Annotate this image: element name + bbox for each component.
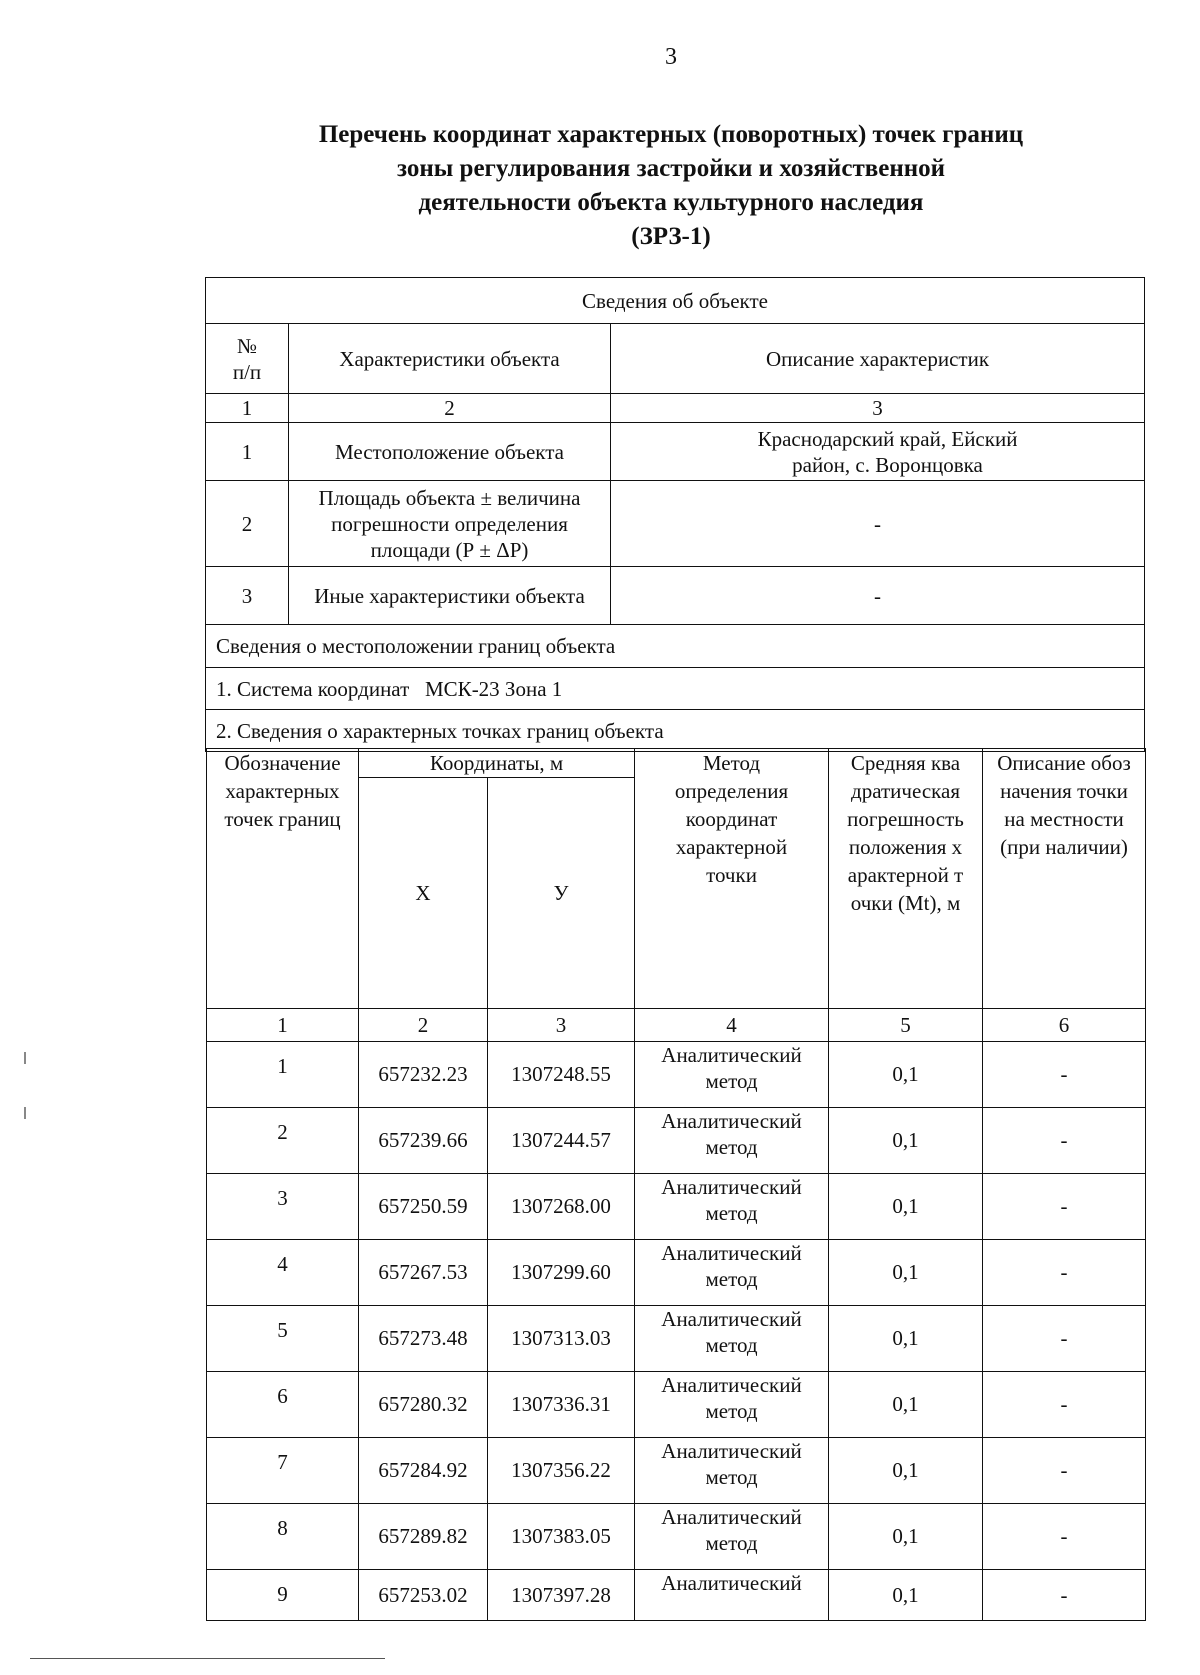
- point-id-cell: 1: [207, 1041, 359, 1107]
- row-num: 2: [206, 481, 289, 567]
- table-row: [207, 1371, 1146, 1437]
- point-id-cell: 9: [207, 1569, 359, 1620]
- document-title: [200, 118, 1142, 254]
- col-num-header: № п/п: [206, 324, 289, 394]
- point-id-cell: 5: [207, 1305, 359, 1371]
- table-row: [207, 1305, 1146, 1371]
- x-cell: 657280.32: [359, 1371, 488, 1437]
- point-id-cell: 8: [207, 1503, 359, 1569]
- method-cell: Аналитический метод: [635, 1371, 829, 1437]
- method-cell: Аналитический метод: [635, 1239, 829, 1305]
- desc-cell: -: [983, 1239, 1146, 1305]
- table-row: [207, 1041, 1146, 1107]
- num-cell: 2: [359, 1008, 488, 1041]
- num-cell: 3: [488, 1008, 635, 1041]
- mt-cell: 0,1: [829, 1569, 983, 1620]
- title-line: (ЗРЗ-1): [631, 223, 711, 250]
- desc-cell: -: [983, 1437, 1146, 1503]
- y-cell: 1307356.22: [488, 1437, 635, 1503]
- row-desc: -: [611, 481, 1145, 567]
- row-desc: Краснодарский край, Ейский район, с. Воронцовка: [611, 423, 1145, 481]
- points-table: [206, 748, 1146, 1621]
- mt-cell: 0,1: [829, 1305, 983, 1371]
- title-line: деятельности объекта культурного наследия: [418, 189, 924, 216]
- title-line: Перечень координат характерных (поворотных) точек границ: [318, 121, 1024, 148]
- mt-cell: 0,1: [829, 1437, 983, 1503]
- method-cell: Аналитический метод: [635, 1173, 829, 1239]
- desc-cell: -: [983, 1173, 1146, 1239]
- x-cell: 657250.59: [359, 1173, 488, 1239]
- margin-mark: [24, 1052, 26, 1064]
- page-number: 3: [665, 44, 677, 70]
- y-cell: 1307313.03: [488, 1305, 635, 1371]
- mt-cell: 0,1: [829, 1173, 983, 1239]
- x-cell: 657273.48: [359, 1305, 488, 1371]
- table-row: [207, 1503, 1146, 1569]
- method-cell: Аналитический метод: [635, 1041, 829, 1107]
- row-char: Иные характеристики объекта: [289, 567, 611, 625]
- row-char: Местоположение объекта: [289, 423, 611, 481]
- col-desc-header: Описание обозначения точки на местности (при наличии): [983, 749, 1146, 1009]
- margin-mark: [24, 1107, 26, 1119]
- col-mt-header: Средняя квадратическая погрешность положения характерной точки (Mt), м: [829, 749, 983, 1009]
- y-cell: 1307248.55: [488, 1041, 635, 1107]
- table-row: [207, 1107, 1146, 1173]
- num-cell: 2: [289, 394, 611, 423]
- x-cell: 657232.23: [359, 1041, 488, 1107]
- object-info-header: Сведения об объекте: [206, 278, 1145, 324]
- col-point-id-header: Обозначение характерных точек границ: [207, 749, 359, 1009]
- col-y-header: У: [488, 778, 635, 1008]
- num-cell: 6: [983, 1008, 1146, 1041]
- num-cell: 3: [611, 394, 1145, 423]
- method-cell: Аналитический метод: [635, 1437, 829, 1503]
- y-cell: 1307336.31: [488, 1371, 635, 1437]
- num-cell: 1: [206, 394, 289, 423]
- mt-cell: 0,1: [829, 1107, 983, 1173]
- coord-system: 1. Система координат МСК-23 Зона 1: [206, 668, 1145, 710]
- point-id-cell: 4: [207, 1239, 359, 1305]
- desc-cell: -: [983, 1569, 1146, 1620]
- row-num: 3: [206, 567, 289, 625]
- desc-cell: -: [983, 1503, 1146, 1569]
- title-line: зоны регулирования застройки и хозяйственной: [396, 155, 946, 182]
- x-cell: 657253.02: [359, 1569, 488, 1620]
- col-char-header: Характеристики объекта: [289, 324, 611, 394]
- table-row: [207, 1437, 1146, 1503]
- points-header: 2. Сведения о характерных точках границ объекта: [206, 710, 1145, 752]
- row-num: 1: [206, 423, 289, 481]
- desc-cell: -: [983, 1371, 1146, 1437]
- num-cell: 4: [635, 1008, 829, 1041]
- y-cell: 1307299.60: [488, 1239, 635, 1305]
- y-cell: 1307383.05: [488, 1503, 635, 1569]
- y-cell: 1307268.00: [488, 1173, 635, 1239]
- location-header: Сведения о местоположении границ объекта: [206, 625, 1145, 668]
- desc-cell: -: [983, 1305, 1146, 1371]
- method-cell: Аналитический метод: [635, 1503, 829, 1569]
- desc-cell: -: [983, 1041, 1146, 1107]
- col-method-header: Метод определения координат характерной точки: [635, 749, 829, 1009]
- method-cell: Аналитический метод: [635, 1305, 829, 1371]
- mt-cell: 0,1: [829, 1041, 983, 1107]
- desc-cell: -: [983, 1107, 1146, 1173]
- y-cell: 1307397.28: [488, 1569, 635, 1620]
- num-cell: 5: [829, 1008, 983, 1041]
- x-cell: 657267.53: [359, 1239, 488, 1305]
- table-row: [207, 1569, 1146, 1620]
- num-cell: 1: [207, 1008, 359, 1041]
- point-id-cell: 2: [207, 1107, 359, 1173]
- row-char: Площадь объекта ± величина погрешности определения площади (Р ± ΔР): [289, 481, 611, 567]
- mt-cell: 0,1: [829, 1503, 983, 1569]
- row-desc: -: [611, 567, 1145, 625]
- mt-cell: 0,1: [829, 1371, 983, 1437]
- method-cell: Аналитический: [635, 1569, 829, 1620]
- x-cell: 657239.66: [359, 1107, 488, 1173]
- point-id-cell: 6: [207, 1371, 359, 1437]
- coords-header: Координаты, м: [359, 749, 635, 779]
- table-row: [207, 1239, 1146, 1305]
- x-cell: 657284.92: [359, 1437, 488, 1503]
- mt-cell: 0,1: [829, 1239, 983, 1305]
- footer-line: [30, 1658, 385, 1659]
- y-cell: 1307244.57: [488, 1107, 635, 1173]
- point-id-cell: 7: [207, 1437, 359, 1503]
- col-x-header: Х: [359, 778, 488, 1008]
- col-desc-header: Описание характеристик: [611, 324, 1145, 394]
- table-row: [207, 1173, 1146, 1239]
- x-cell: 657289.82: [359, 1503, 488, 1569]
- method-cell: Аналитический метод: [635, 1107, 829, 1173]
- point-id-cell: 3: [207, 1173, 359, 1239]
- object-info-table: [205, 277, 1145, 752]
